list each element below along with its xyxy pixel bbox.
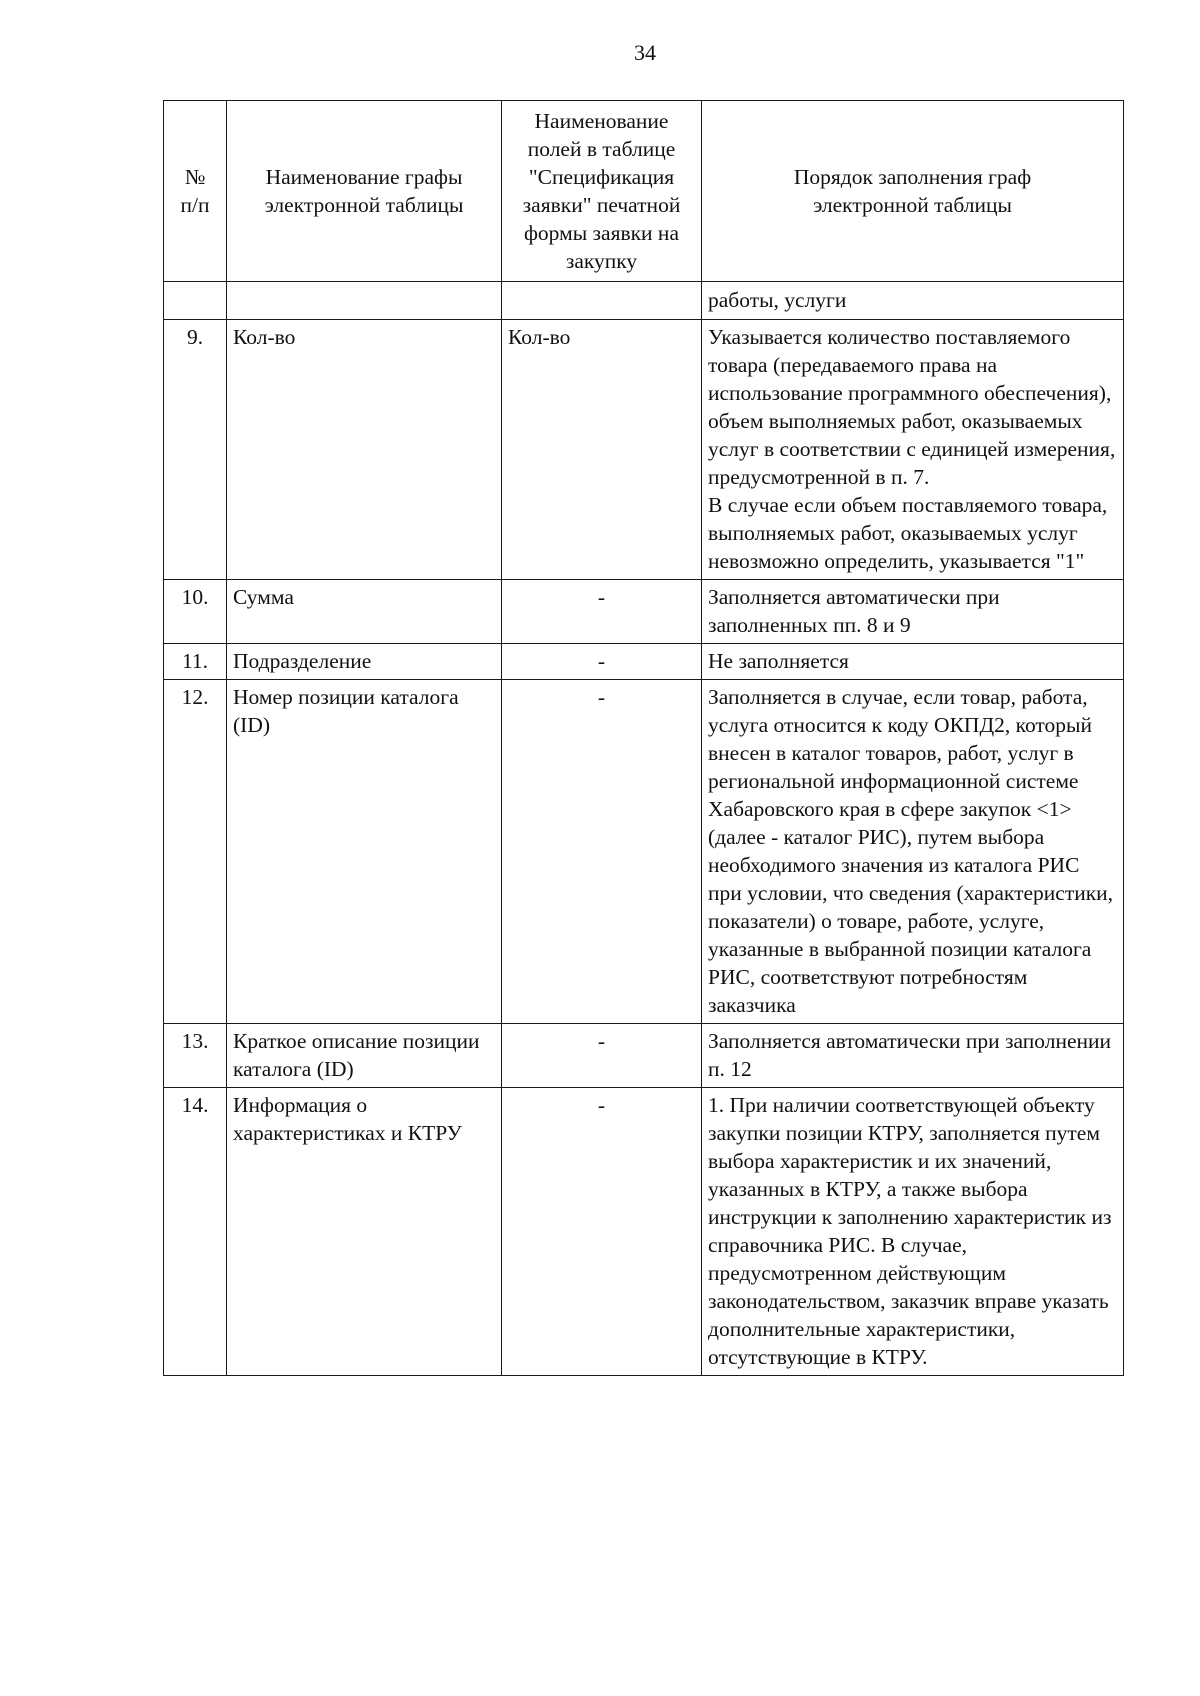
continuation-row [164, 282, 1124, 320]
fill-order-paragraph: В случае если объем поставляемого товара, выполняемых работ, оказываемых услуг невозможно определить, указывается "1" [708, 493, 1108, 573]
header-num: № п/п [164, 101, 227, 282]
row-column-name: Краткое описание позиции каталога (ID) [227, 1024, 502, 1088]
header-column-name: Наименование графы электронной таблицы [227, 101, 502, 282]
continuation-name-cell [227, 282, 502, 320]
row-num: 14. [164, 1088, 227, 1376]
row-field-name: - [502, 680, 702, 1024]
header-fill-order: Порядок заполнения граф электронной таблицы [702, 101, 1124, 282]
fill-order-paragraph: Заполняется автоматически при заполненных пп. 8 и 9 [708, 585, 1000, 637]
fill-order-paragraph: Заполняется в случае, если товар, работа, услуга относится к коду ОКПД2, который внесен в каталог товаров, работ, услуг в региональной информационной системе Хабаровского края в сфере закупок <1> (далее - каталог РИС), путем выбора необходимого значения из каталога РИС при условии, что сведения (характеристики, показатели) о товаре, работе, услуге, указанные в выбранной позиции каталога РИС, соответствуют потребностям заказчика [708, 685, 1114, 1017]
row-fill-order [702, 320, 1124, 580]
row-num: 13. [164, 1024, 227, 1088]
row-fill-order [702, 680, 1124, 1024]
table-row [164, 1024, 1124, 1088]
table-row [164, 680, 1124, 1024]
table-row [164, 644, 1124, 680]
row-fill-order [702, 1088, 1124, 1376]
row-column-name: Подразделение [227, 644, 502, 680]
row-field-name: - [502, 1088, 702, 1376]
row-field-name: - [502, 644, 702, 680]
table-header-row [164, 101, 1124, 282]
row-num: 9. [164, 320, 227, 580]
continuation-num-cell [164, 282, 227, 320]
header-field-name: Наименование полей в таблице "Спецификация заявки" печатной формы заявки на закупку [502, 101, 702, 282]
continuation-field-cell [502, 282, 702, 320]
row-field-name: Кол-во [502, 320, 702, 580]
row-column-name: Номер позиции каталога (ID) [227, 680, 502, 1024]
row-fill-order [702, 1024, 1124, 1088]
page-number: 34 [634, 40, 656, 65]
row-column-name: Кол-во [227, 320, 502, 580]
row-field-name: - [502, 580, 702, 644]
row-num: 12. [164, 680, 227, 1024]
fill-order-paragraph: Указывается количество поставляемого товара (передаваемого права на использование программного обеспечения), объем выполняемых работ, оказываемых услуг в соответствии с единицей измерения, предусмотренной в п. 7. [708, 325, 1116, 489]
row-column-name: Информация о характеристиках и КТРУ [227, 1088, 502, 1376]
row-fill-order [702, 580, 1124, 644]
table-row [164, 580, 1124, 644]
row-fill-order [702, 644, 1124, 680]
fill-order-paragraph: Не заполняется [708, 649, 849, 673]
fill-order-paragraph: Заполняется автоматически при заполнении п. 12 [708, 1029, 1112, 1081]
row-num: 11. [164, 644, 227, 680]
row-num: 10. [164, 580, 227, 644]
row-field-name: - [502, 1024, 702, 1088]
table-row [164, 320, 1124, 580]
specification-fill-table [163, 100, 1124, 1376]
table-row [164, 1088, 1124, 1376]
fill-order-paragraph: 1. При наличии соответствующей объекту закупки позиции КТРУ, заполняется путем выбора характеристик и их значений, указанных в КТРУ, а также выбора инструкции к заполнению характеристик из справочника РИС. В случае, предусмотренном действующим законодательством, заказчик вправе указать дополнительные характеристики, отсутствующие в КТРУ. [708, 1093, 1112, 1369]
continuation-order-cell: работы, услуги [702, 282, 1124, 320]
row-column-name: Сумма [227, 580, 502, 644]
